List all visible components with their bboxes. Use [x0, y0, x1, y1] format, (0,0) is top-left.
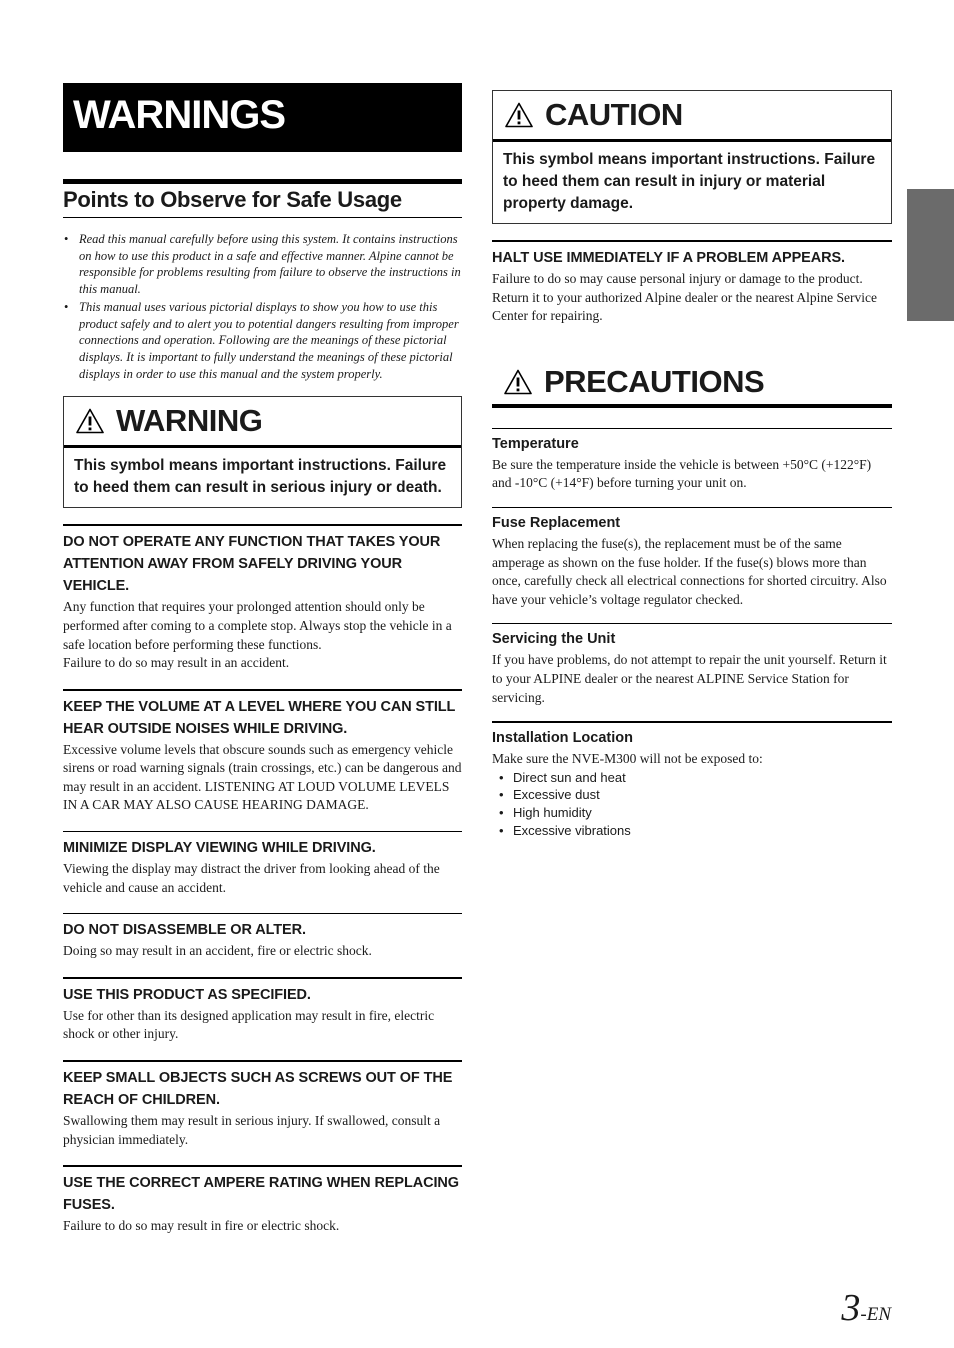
section-body: Viewing the display may distract the driver from looking ahead of the vehicle and cause an accident.	[63, 861, 440, 895]
warnings-banner: WARNINGS	[63, 83, 462, 152]
section-heading: DO NOT DISASSEMBLE OR ALTER.	[63, 922, 306, 939]
precaution-heading: Servicing the Unit	[492, 631, 616, 648]
section-heading: USE THE CORRECT AMPERE RATING WHEN REPLACING FUSES.	[63, 1175, 459, 1214]
section-body: Failure to do so may result in fire or electric shock.	[63, 1218, 340, 1234]
page-number	[841, 1286, 891, 1330]
warning-box-text: This symbol means important instructions. Failure to heed them can result in serious injury or death.	[74, 457, 447, 497]
intro-list	[63, 231, 462, 382]
precaution-body: Be sure the temperature inside the vehicle is between +50°C (+122°F) and -10°C (+14°F) before turning your unit on.	[492, 456, 872, 491]
installation-intro: Make sure the NVE-M300 will not be exposed to:	[492, 751, 763, 767]
page-number-value: 3	[841, 1287, 861, 1329]
list-item: • Direct sun and heat	[513, 769, 892, 787]
intro-bullet: • This manual uses various pictorial displays to show you how to use this product safely and to alert you to potential dangers resulting from improper connections and operation. Following are the meanings of these pictorial displays. It is important to fully understand the meanings of these pictorial displays in order to use this manual and the system properly.	[79, 299, 462, 383]
caution-box-title: CAUTION	[545, 97, 683, 132]
precautions-triangle-icon	[504, 369, 532, 395]
section-body: Failure to do so may cause personal injury or damage to the product. Return it to your authorized Alpine dealer or the nearest Alpine Service Center for repairing.	[492, 271, 878, 324]
warning-box-title: WARNING	[116, 403, 263, 439]
warning-section	[63, 977, 462, 1044]
points-title: Points to Observe for Safe Usage	[63, 179, 462, 218]
caution-triangle-icon	[505, 102, 533, 128]
installation-section	[492, 721, 892, 839]
precaution-section	[492, 428, 892, 493]
precaution-body: If you have problems, do not attempt to repair the unit yourself. Return it to your ALPINE dealer or the nearest ALPINE Service Station for servicing.	[492, 652, 887, 705]
warning-section	[63, 689, 462, 815]
list-item: • High humidity	[513, 804, 892, 822]
intro-bullet: • Read this manual carefully before using this system. It contains instructions on how to use this product in a safe and effective manner. Alpine cannot be responsible for problems resulting from failure to observe the instructions in this manual.	[79, 231, 462, 298]
list-item: • Excessive vibrations	[513, 822, 892, 840]
section-heading: DO NOT OPERATE ANY FUNCTION THAT TAKES YOUR ATTENTION AWAY FROM SAFELY DRIVING YOUR VEHICLE.	[63, 534, 441, 595]
caution-box-header	[493, 91, 891, 142]
section-body: Any function that requires your prolonged attention should only be performed after coming to a complete stop. Always stop the vehicle in a safe location before performing these functions.	[63, 599, 452, 652]
precaution-heading: Fuse Replacement	[492, 514, 621, 531]
warning-box	[63, 396, 462, 508]
right-column	[492, 90, 892, 840]
warning-section	[63, 1165, 462, 1236]
section-heading: HALT USE IMMEDIATELY IF A PROBLEM APPEARS.	[492, 250, 845, 266]
page-number-suffix: -EN	[860, 1304, 891, 1325]
precaution-section	[492, 507, 892, 609]
section-heading: MINIMIZE DISPLAY VIEWING WHILE DRIVING.	[63, 840, 376, 857]
precaution-section	[492, 623, 892, 707]
precaution-heading: Temperature	[492, 435, 579, 452]
section-tab-marker	[907, 189, 954, 321]
section-body: Doing so may result in an accident, fire or electric shock.	[63, 943, 372, 959]
section-body: Swallowing them may result in serious injury. If swallowed, consult a physician immediately.	[63, 1113, 441, 1147]
section-heading: KEEP SMALL OBJECTS SUCH AS SCREWS OUT OF THE REACH OF CHILDREN.	[63, 1070, 453, 1109]
warning-triangle-icon	[76, 408, 104, 434]
installation-list	[492, 769, 892, 840]
section-heading: USE THIS PRODUCT AS SPECIFIED.	[63, 986, 311, 1003]
caution-box	[492, 90, 892, 224]
warning-box-header	[64, 397, 461, 448]
warning-section	[63, 831, 462, 897]
warning-section	[63, 913, 462, 961]
halt-section	[492, 240, 892, 326]
section-body: Excessive volume levels that obscure sounds such as emergency vehicle sirens or road warning signals (train crossings, etc.) can be dangerous and may result in an accident. LISTENING AT LOUD VOLUME LEVELS IN A CAR MAY ALSO CAUSE HEARING DAMAGE.	[63, 741, 462, 813]
precautions-header	[492, 360, 892, 408]
list-item: • Excessive dust	[513, 786, 892, 804]
caution-box-text: This symbol means important instructions. Failure to heed them can result in injury or material property damage.	[503, 151, 876, 212]
warning-section	[63, 524, 462, 672]
section-body: Failure to do so may result in an accident.	[63, 655, 290, 671]
precautions-title: PRECAUTIONS	[544, 363, 765, 399]
warning-section	[63, 1060, 462, 1149]
section-body: Use for other than its designed application may result in fire, electric shock or other injury.	[63, 1007, 435, 1042]
section-heading: KEEP THE VOLUME AT A LEVEL WHERE YOU CAN STILL HEAR OUTSIDE NOISES WHILE DRIVING.	[63, 698, 456, 737]
precaution-heading: Installation Location	[492, 730, 633, 747]
left-column	[63, 83, 462, 1236]
precaution-body: When replacing the fuse(s), the replacement must be of the same amperage as shown on the fuse holder. If the fuse(s) blows more than once, carefully check all electrical connections for shorted circuitry. Also have your vehicle’s voltage regulator checked.	[492, 535, 887, 607]
